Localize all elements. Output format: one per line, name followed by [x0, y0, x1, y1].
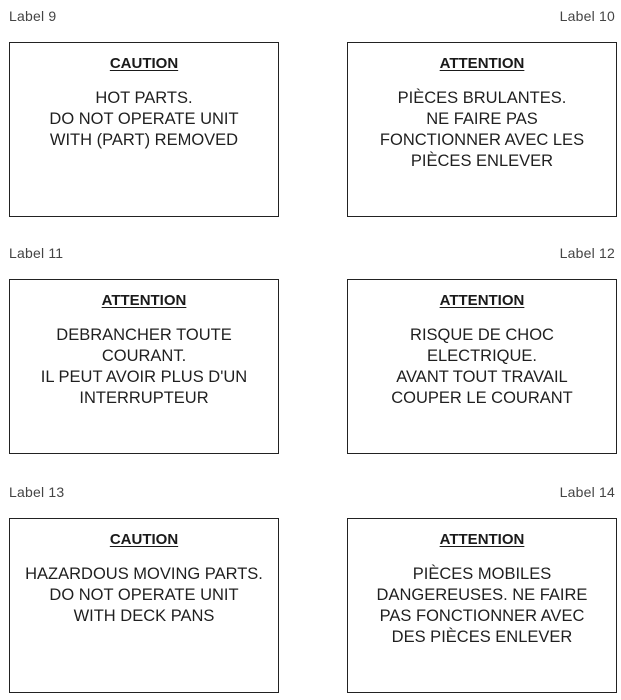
label-14-box — [347, 518, 617, 693]
label-14-line-3: PAS FONCTIONNER AVEC — [379, 607, 585, 625]
label-10-line-2: NE FAIRE PAS — [426, 110, 538, 128]
label-14-line-1: PIÈCES MOBILES — [412, 565, 552, 583]
label-12-caption: Label 12 — [559, 245, 615, 261]
label-12-line-1: RISQUE DE CHOC — [410, 326, 554, 344]
label-12-text — [348, 325, 616, 409]
label-11-line-2: COURANT. — [101, 347, 187, 365]
label-9-title: CAUTION — [109, 55, 179, 72]
label-13-title: CAUTION — [109, 531, 179, 548]
label-13-line-3: WITH DECK PANS — [73, 607, 215, 625]
label-13-line-1: HAZARDOUS MOVING PARTS. — [25, 565, 263, 583]
label-11-line-3: IL PEUT AVOIR PLUS D'UN — [40, 368, 248, 386]
label-14-text — [348, 564, 616, 648]
label-11-line-1: DEBRANCHER TOUTE — [56, 326, 232, 344]
label-9-line-1: HOT PARTS. — [95, 89, 193, 107]
label-13-line-2: DO NOT OPERATE UNIT — [49, 586, 239, 604]
label-13-box — [9, 518, 279, 693]
label-14-line-4: DES PIÈCES ENLEVER — [391, 628, 573, 646]
label-11-title: ATTENTION — [101, 292, 187, 309]
label-10-line-3: FONCTIONNER AVEC LES — [379, 131, 585, 149]
label-14-line-2: DANGEREUSES. NE FAIRE — [376, 586, 588, 604]
label-9-line-3: WITH (PART) REMOVED — [49, 131, 239, 149]
label-11-box — [9, 279, 279, 454]
label-9-line-2: DO NOT OPERATE UNIT — [49, 110, 239, 128]
label-9-caption: Label 9 — [9, 8, 57, 24]
label-11-line-4: INTERRUPTEUR — [79, 389, 209, 407]
label-10-caption: Label 10 — [559, 8, 615, 24]
label-10-line-1: PIÈCES BRULANTES. — [397, 89, 567, 107]
label-9-text — [10, 88, 278, 151]
label-12-box — [347, 279, 617, 454]
label-10-title: ATTENTION — [439, 55, 525, 72]
label-11-text — [10, 325, 278, 409]
label-12-line-4: COUPER LE COURANT — [391, 389, 573, 407]
label-9-box — [9, 42, 279, 217]
label-10-box — [347, 42, 617, 217]
label-10-text — [348, 88, 616, 172]
label-14-caption: Label 14 — [559, 484, 615, 500]
label-13-caption: Label 13 — [9, 484, 65, 500]
label-12-line-3: AVANT TOUT TRAVAIL — [396, 368, 568, 386]
label-12-title: ATTENTION — [439, 292, 525, 309]
label-11-caption: Label 11 — [9, 245, 64, 261]
label-12-line-2: ELECTRIQUE. — [426, 347, 538, 365]
label-10-line-4: PIÈCES ENLEVER — [410, 152, 554, 170]
label-14-title: ATTENTION — [439, 531, 525, 548]
label-13-text — [10, 564, 278, 627]
